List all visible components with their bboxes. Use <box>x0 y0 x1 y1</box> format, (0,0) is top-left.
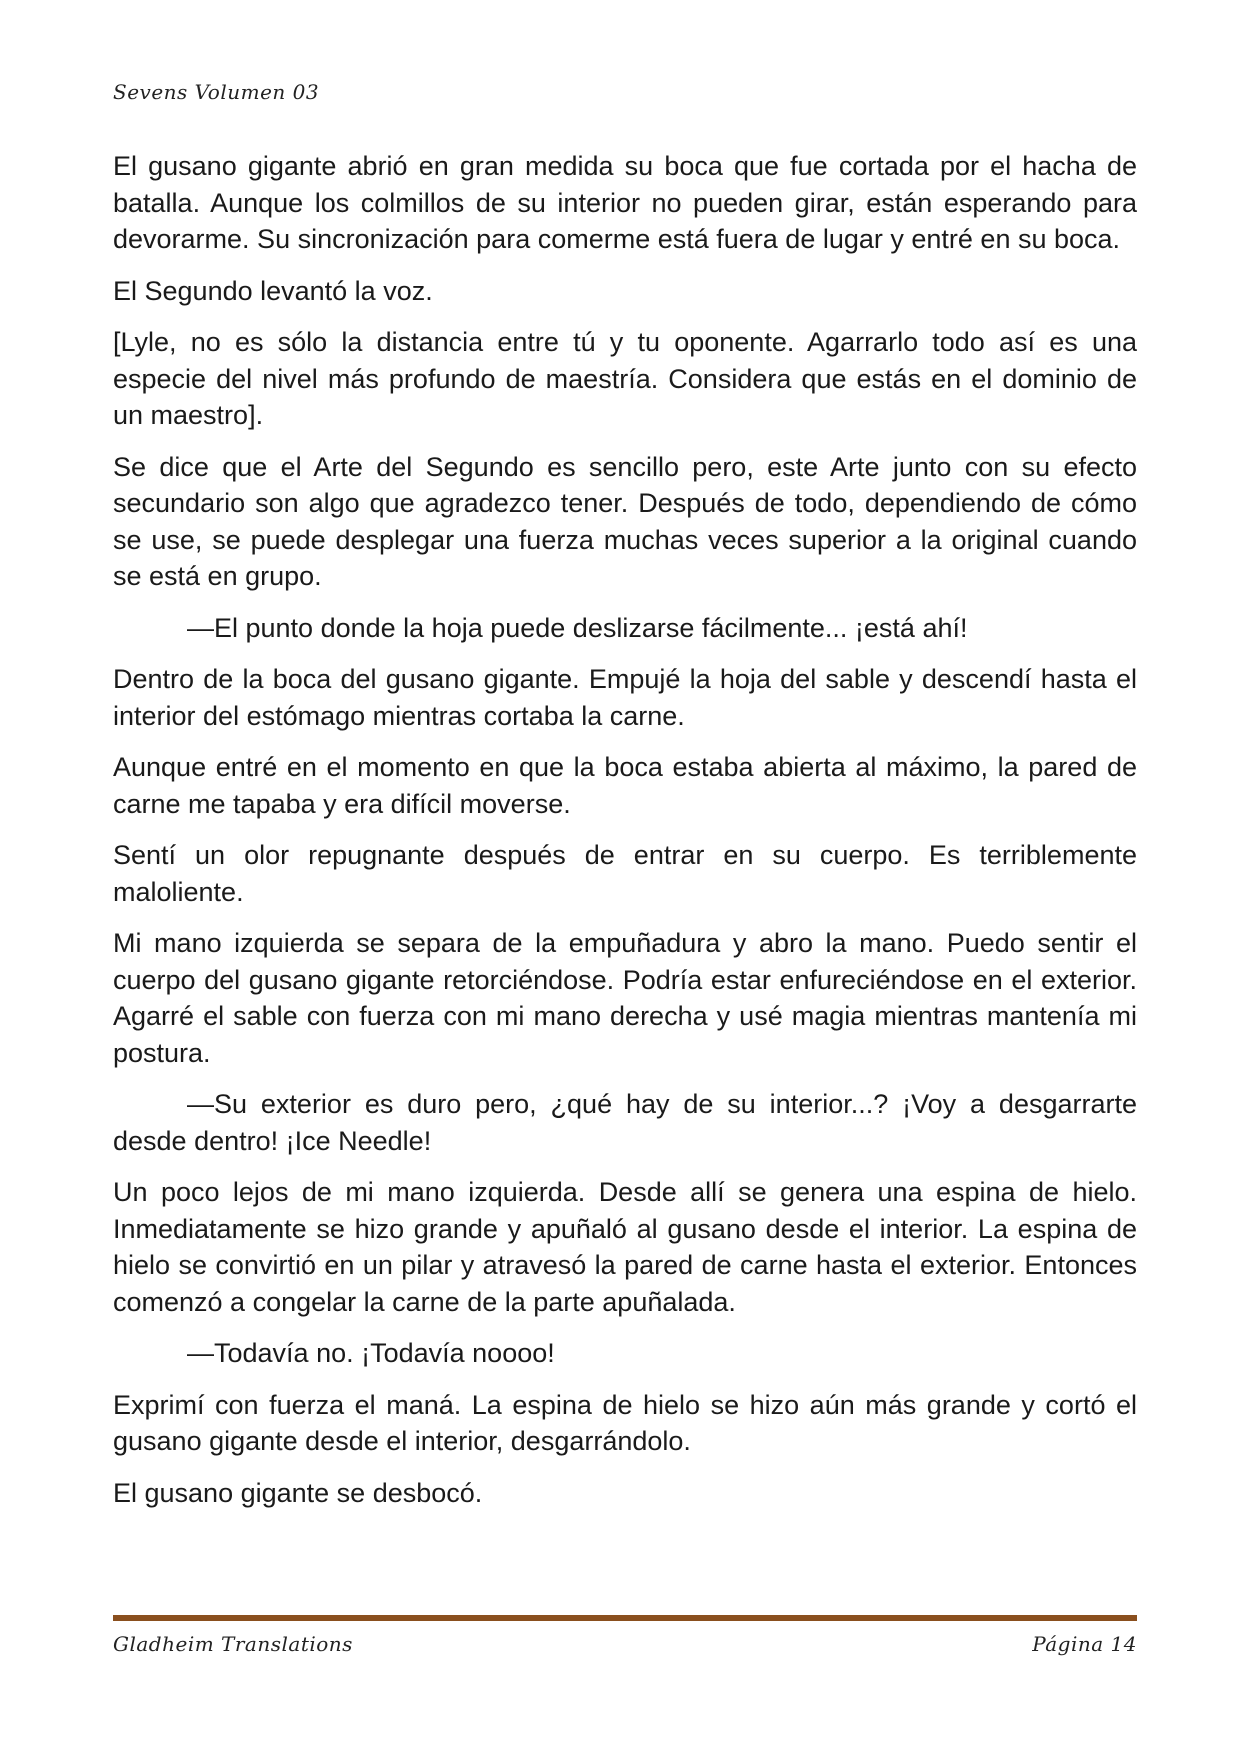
dialogue-line: —Su exterior es duro pero, ¿qué hay de su interior...? ¡Voy a desgarrarte desde dentro! ¡Ice Needle! <box>113 1089 1137 1156</box>
footer-publisher: Gladheim Translations <box>113 1632 353 1656</box>
paragraph: El gusano gigante se desbocó. <box>113 1477 483 1508</box>
paragraph: Aunque entré en el momento en que la boca estaba abierta al máximo, la pared de carne me tapaba y era difícil moverse. <box>113 752 1137 819</box>
dialogue-line: —Todavía no. ¡Todavía noooo! <box>187 1338 555 1368</box>
paragraph: [Lyle, no es sólo la distancia entre tú y tu oponente. Agarrarlo todo así es una especie del nivel más profundo de maestría. Considera que estás en el dominio de un maestro]. <box>113 327 1137 430</box>
paragraph: El Segundo levantó la voz. <box>113 275 433 306</box>
paragraph: Se dice que el Arte del Segundo es sencillo pero, este Arte junto con su efecto secundario son algo que agradezco tener. Después de todo, dependiendo de cómo se use, se puede desplegar una fuerza muchas veces superior a la original cuando se está en grupo. <box>113 451 1137 591</box>
paragraph: Mi mano izquierda se separa de la empuñadura y abro la mano. Puedo sentir el cuerpo del gusano gigante retorciéndose. Podría estar enfureciéndose en el exterior. Agarré el sable con fuerza con mi mano derecha y usé magia mientras mantenía mi postura. <box>113 928 1137 1068</box>
paragraph: Exprimí con fuerza el maná. La espina de hielo se hizo aún más grande y cortó el gusano gigante desde el interior, desgarrándolo. <box>113 1389 1137 1456</box>
footer-divider <box>113 1615 1137 1621</box>
paragraph: Dentro de la boca del gusano gigante. Empujé la hoja del sable y descendí hasta el interior del estómago mientras cortaba la carne. <box>113 664 1137 731</box>
paragraph: Sentí un olor repugnante después de entrar en su cuerpo. Es terriblemente maloliente. <box>113 840 1137 907</box>
paragraph: Un poco lejos de mi mano izquierda. Desde allí se genera una espina de hielo. Inmediatamente se hizo grande y apuñaló al gusano desde el interior. La espina de hielo se convirtió en un pilar y atravesó la pared de carne hasta el exterior. Entonces comenzó a congelar la carne de la parte apuñalada. <box>113 1177 1137 1317</box>
document-body <box>113 148 1137 1526</box>
page-number: Página 14 <box>1032 1632 1137 1656</box>
dialogue-line: —El punto donde la hoja puede deslizarse fácilmente... ¡está ahí! <box>187 612 968 643</box>
running-header: Sevens Volumen 03 <box>113 80 320 104</box>
paragraph: El gusano gigante abrió en gran medida su boca que fue cortada por el hacha de batalla. Aunque los colmillos de su interior no pueden girar, están esperando para devorarme. Su sincronización para comerme está fuera de lugar y entré en su boca. <box>113 151 1137 254</box>
